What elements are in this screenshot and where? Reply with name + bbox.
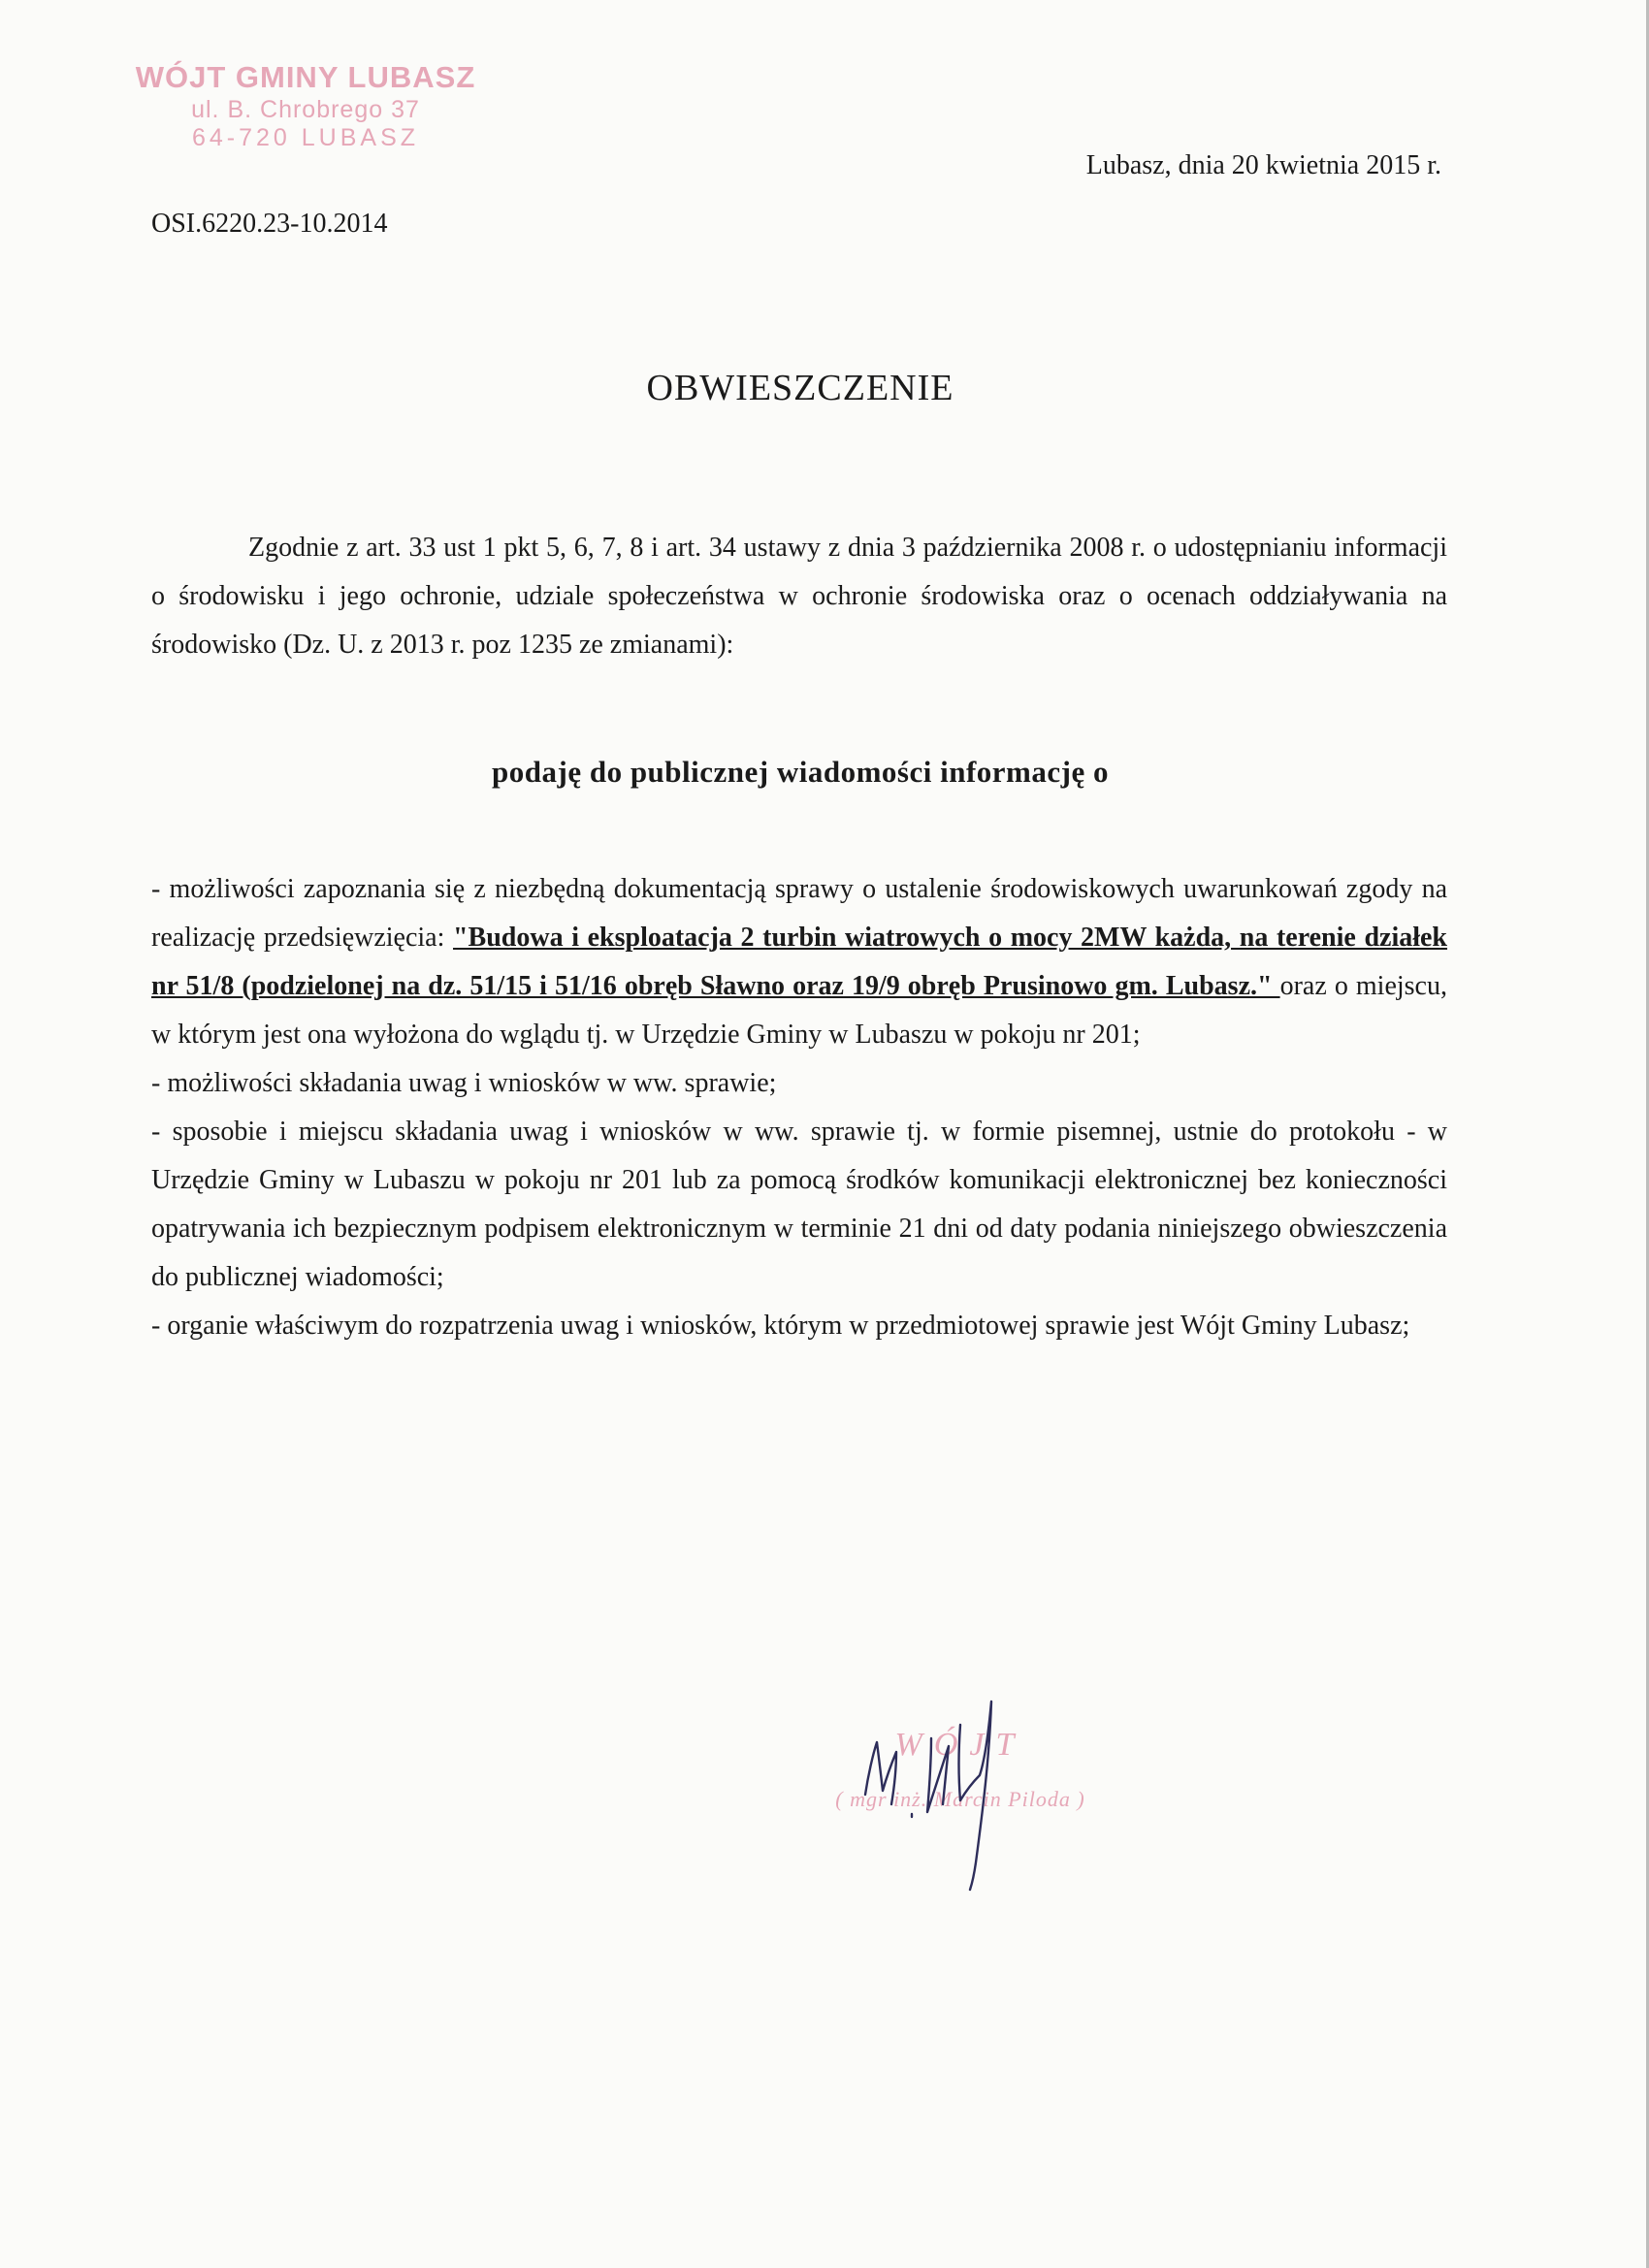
signature-stamp-name: ( mgr inż. Marcin Piloda ) (835, 1787, 1085, 1811)
signature-block (776, 1669, 1145, 1901)
stamp-line-1: WÓJT GMINY LUBASZ (135, 60, 476, 94)
list-item: - organie właściwym do rozpatrzenia uwag i wniosków, którym w przedmiotowej sprawie jest Wójt Gminy Lubasz; (151, 1311, 1410, 1341)
reference-number: OSI.6220.23-10.2014 (151, 209, 388, 239)
handwritten-signature (776, 1669, 1145, 1901)
announcement-subtitle: podaję do publicznej wiadomości informację o (492, 755, 1109, 789)
item1-text-after: oraz o miejscu, w którym jest ona wyłożona do wglądu tj. w Urzędzie Gminy w Lubaszu w pokoju nr 201; (151, 971, 1447, 1050)
list-item (151, 865, 1447, 1059)
list-item: - możliwości składania uwag i wniosków w ww. sprawie; (151, 1068, 777, 1098)
intro-paragraph (151, 524, 1447, 669)
document-date: Lubasz, dnia 20 kwietnia 2015 r. (1085, 150, 1441, 180)
stamp-line-3: 64-720 LUBASZ (191, 124, 420, 152)
list-item: - sposobie i miejscu składania uwag i wniosków w ww. sprawie tj. w formie pisemnej, ustnie do protokołu - w Urzędzie Gminy w Lubaszu w pokoju nr 201 lub za pomocą środków komunikacji elektronicznej bez konieczności opatrywania ich bezpiecznym podpisem elektronicznym w terminie 21 dni od daty podania niniejszego obwieszczenia do publicznej wiadomości; (151, 1117, 1447, 1292)
items-list (151, 865, 1447, 1350)
stamp-line-2: ul. B. Chrobrego 37 (191, 95, 420, 123)
office-stamp (116, 60, 495, 153)
signature-stamp-title: WÓJT (894, 1727, 1026, 1763)
document-title: OBWIESZCZENIE (646, 368, 954, 408)
item1-text-before: - możliwości zapoznania się z niezbędną dokumentacją sprawy o ustalenie środowiskowych uwarunkowań zgody na realizację przedsięwzięcia: (151, 874, 1447, 953)
intro-text: Zgodnie z art. 33 ust 1 pkt 5, 6, 7, 8 i art. 34 ustawy z dnia 3 października 2008 r. o udostępnianiu informacji o środowisku i jego ochronie, udziale społeczeństwa w ochronie środowiska oraz o ocenach oddziaływania na środowisko (Dz. U. z 2013 r. poz 1235 ze zmianami): (151, 533, 1447, 660)
project-name: "Budowa i eksploatacja 2 turbin wiatrowych o mocy 2MW każda, na terenie działek nr 51/8 (podzielonej na dz. 51/15 i 51/16 obręb Sławno oraz 19/9 obręb Prusinowo gm. Lubasz." (151, 923, 1448, 1001)
